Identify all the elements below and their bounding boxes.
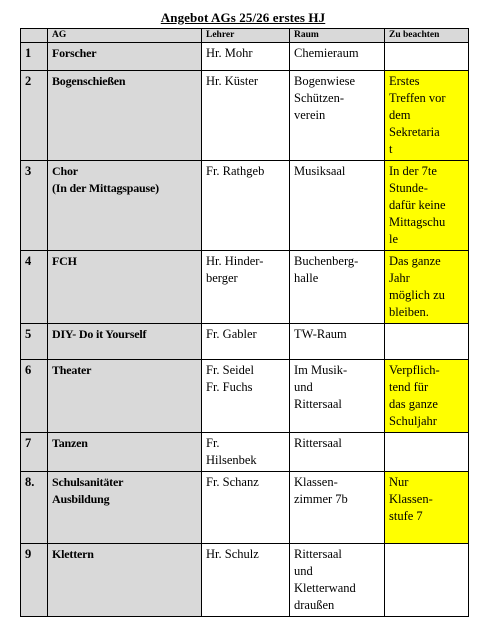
- ag-name: Chor (In der Mittagspause): [48, 161, 202, 251]
- teacher-cell: Fr. Hilsenbek: [202, 433, 290, 472]
- row-number: 6: [21, 360, 48, 433]
- note-cell: [385, 433, 469, 472]
- row-number: 4: [21, 251, 48, 324]
- header-ag: AG: [48, 29, 202, 43]
- teacher-cell: Fr. Schanz: [202, 472, 290, 544]
- teacher-cell: Hr. Hinder- berger: [202, 251, 290, 324]
- note-cell: [385, 43, 469, 71]
- note-cell: Das ganze Jahr möglich zu bleiben.: [385, 251, 469, 324]
- note-cell: [385, 324, 469, 360]
- teacher-cell: Fr. Gabler: [202, 324, 290, 360]
- row-number: 1: [21, 43, 48, 71]
- table-row: [21, 43, 469, 71]
- table-row: [21, 251, 469, 324]
- header-note: Zu beachten: [385, 29, 469, 43]
- note-cell: In der 7te Stunde- dafür keine Mittagschu le: [385, 161, 469, 251]
- table-row: [21, 324, 469, 360]
- header-lehrer: Lehrer: [202, 29, 290, 43]
- page-title: Angebot AGs 25/26 erstes HJ: [160, 10, 326, 25]
- table-row: [21, 433, 469, 472]
- table-row: [21, 71, 469, 161]
- teacher-cell: Fr. Rathgeb: [202, 161, 290, 251]
- note-cell: Verpflich- tend für das ganze Schuljahr: [385, 360, 469, 433]
- note-cell: Nur Klassen- stufe 7: [385, 472, 469, 544]
- room-cell: Buchenberg- halle: [290, 251, 385, 324]
- room-cell: Rittersaal: [290, 433, 385, 472]
- table-header-row: [21, 29, 469, 43]
- table-row: [21, 161, 469, 251]
- note-cell: [385, 544, 469, 617]
- ag-name: DIY- Do it Yourself: [48, 324, 202, 360]
- table-row: [21, 544, 469, 617]
- row-number: 3: [21, 161, 48, 251]
- row-number: 5: [21, 324, 48, 360]
- table-body: [21, 43, 469, 617]
- note-cell: Erstes Treffen vor dem Sekretaria t: [385, 71, 469, 161]
- table-row: [21, 360, 469, 433]
- row-number: 8.: [21, 472, 48, 544]
- teacher-cell: Hr. Schulz: [202, 544, 290, 617]
- row-number: 9: [21, 544, 48, 617]
- room-cell: TW-Raum: [290, 324, 385, 360]
- room-cell: Musiksaal: [290, 161, 385, 251]
- teacher-cell: Hr. Mohr: [202, 43, 290, 71]
- teacher-cell: Hr. Küster: [202, 71, 290, 161]
- row-number: 7: [21, 433, 48, 472]
- header-num: [21, 29, 48, 43]
- ag-name: FCH: [48, 251, 202, 324]
- teacher-cell: Fr. Seidel Fr. Fuchs: [202, 360, 290, 433]
- room-cell: Im Musik- und Rittersaal: [290, 360, 385, 433]
- room-cell: Klassen- zimmer 7b: [290, 472, 385, 544]
- ag-name: Bogenschießen: [48, 71, 202, 161]
- ag-name: Theater: [48, 360, 202, 433]
- ag-name: Forscher: [48, 43, 202, 71]
- ag-name: Tanzen: [48, 433, 202, 472]
- row-number: 2: [21, 71, 48, 161]
- room-cell: Bogenwiese Schützen- verein: [290, 71, 385, 161]
- ag-name: Klettern: [48, 544, 202, 617]
- room-cell: Chemieraum: [290, 43, 385, 71]
- header-raum: Raum: [290, 29, 385, 43]
- table-row: [21, 472, 469, 544]
- ag-name: Schulsanitäter Ausbildung: [48, 472, 202, 544]
- ag-table: [20, 28, 469, 617]
- room-cell: Rittersaal und Kletterwand draußen: [290, 544, 385, 617]
